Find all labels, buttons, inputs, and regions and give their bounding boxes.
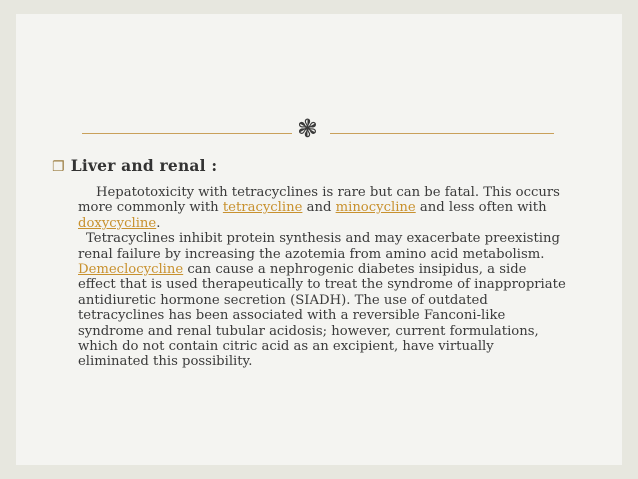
demeclocycline-link[interactable]: Demeclocycline (78, 262, 184, 278)
paragraph2-text-2: can cause a nephrogenic diabetes insipidus, a side effect that is used therapeutically to treat the syndrome of inappropriate antidiuretic hormone secretion (SIADH). The use of outdated tetracyclines has been associated with a reversible Fanconi-like syndrome and renal tubular acidosis; however, current formulations, which do not contain citric acid as an excipient, have virtually eliminated this possibility. (78, 262, 566, 370)
paragraph1-text-2: and (302, 200, 336, 216)
title-divider-right (330, 133, 554, 134)
paragraph1-text-4: . (156, 215, 161, 231)
slide-border-top (0, 0, 638, 14)
slide-border-left (0, 0, 16, 479)
slide-border-bottom (0, 465, 638, 479)
tetracycline-link[interactable]: tetracycline (222, 200, 303, 216)
paragraph2-text-1: Tetracyclines inhibit protein synthesis and may exacerbate preexisting renal failure by increasing the azotemia from amino acid metabolism. (78, 231, 560, 262)
bullet-icon: ❐ (52, 159, 65, 175)
section-heading (52, 156, 217, 175)
slide-border-right (622, 0, 638, 479)
slide-body (78, 185, 568, 370)
paragraph1-text-1: Hepatotoxicity with tetracyclines is rare but can be fatal. This occurs more commonly with (78, 185, 560, 216)
minocycline-link[interactable]: minocycline (335, 200, 416, 216)
title-divider-left (82, 133, 292, 134)
doxycycline-link[interactable]: doxycycline (78, 215, 157, 231)
ornament-icon: ❃ (297, 114, 318, 143)
paragraph-renal (78, 231, 568, 370)
heading-text: Liver and renal : (70, 156, 218, 175)
paragraph-hepatotoxicity (78, 185, 568, 231)
paragraph1-text-3: and less often with (415, 200, 547, 216)
